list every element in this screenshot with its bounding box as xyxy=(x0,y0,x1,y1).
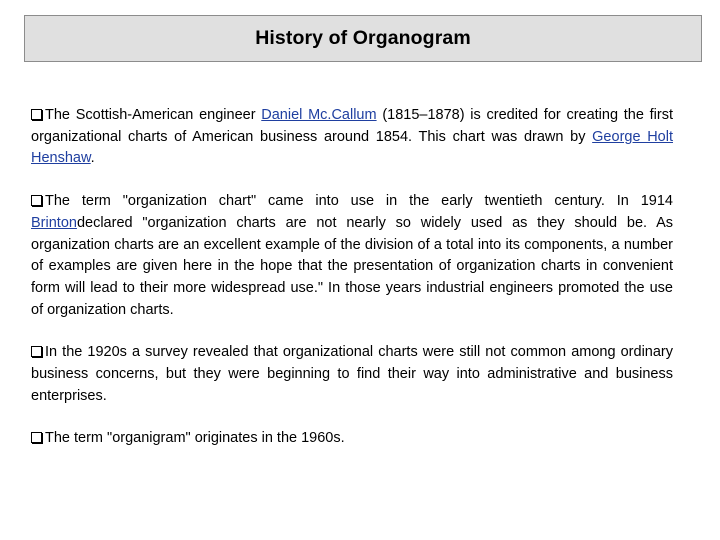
square-bullet-icon xyxy=(31,109,42,120)
link-george-holt-henshaw[interactable]: George Holt Henshaw xyxy=(31,128,673,167)
paragraph-text: . xyxy=(90,150,95,167)
square-bullet-icon xyxy=(31,432,42,443)
paragraph-organigram-term xyxy=(31,428,673,450)
square-bullet-icon xyxy=(31,346,42,357)
paragraph-text: (1815–1878) is credited for creating the first organizational charts of American business around 1854. This chart was drawn by xyxy=(31,107,674,145)
paragraph-text: The Scottish-American engineer xyxy=(45,107,262,123)
link-brinton[interactable]: Brinton xyxy=(31,214,77,231)
paragraph-text: The term "organigram" originates in the 1960s. xyxy=(45,430,345,447)
paragraph-mccallum xyxy=(31,105,673,170)
body-content xyxy=(31,105,673,471)
page-title: History of Organogram xyxy=(255,27,471,49)
title-bar xyxy=(24,15,702,62)
paragraph-text: The term "organization chart" came into use in the early twentieth century. In 1914 xyxy=(45,193,673,210)
paragraph-1920s-survey xyxy=(31,342,673,407)
paragraph-text: declared "organization charts are not nearly so widely used as they should be. As organization charts are an excellent example of the division of a total into its components, a number of examples are given here in the hope that the presentation of organization charts in convenient form will lead to their more widespread use." In those years industrial engineers promoted the use of organization charts. xyxy=(31,214,673,318)
link-daniel-mccallum[interactable]: Daniel Mc.Callum xyxy=(261,107,377,123)
paragraph-organization-chart-term xyxy=(31,191,673,321)
square-bullet-icon xyxy=(31,195,42,206)
paragraph-text: In the 1920s a survey revealed that organizational charts were still not common among ordinary business concerns, but they were beginning to find their way into administrative and business enterprises. xyxy=(31,344,673,404)
